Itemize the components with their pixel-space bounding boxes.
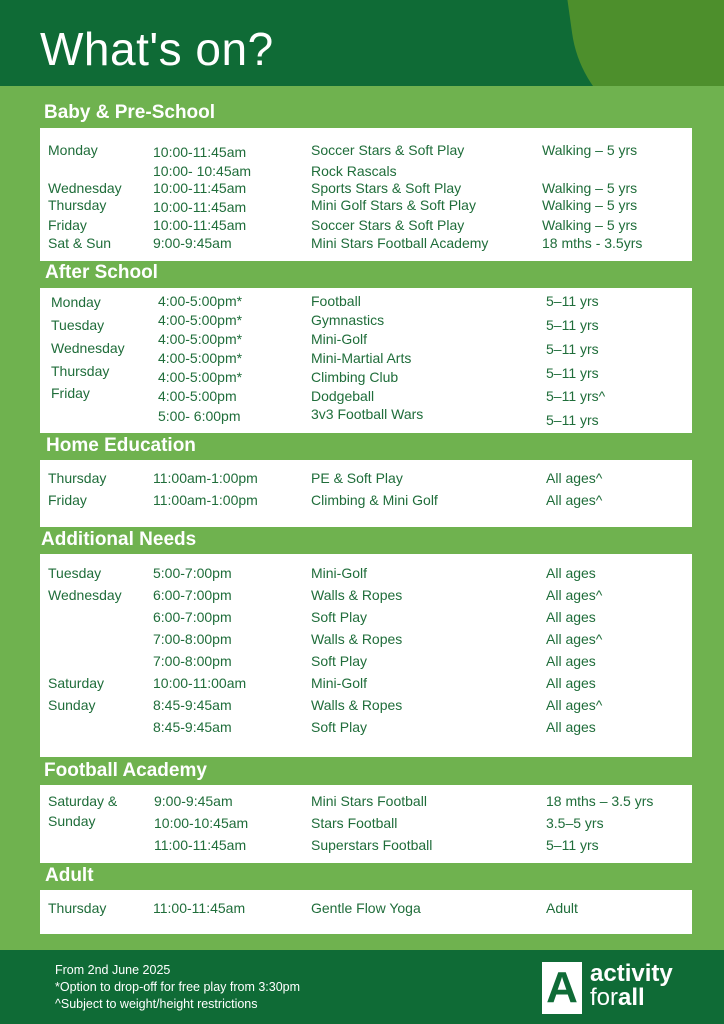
day-cell: Sunday (48, 697, 96, 713)
activity-cell: Soft Play (311, 719, 368, 735)
time-cell: 4:00-5:00pm (158, 388, 237, 404)
age-cell: All ages (546, 565, 596, 581)
logo-word-for: for (590, 984, 619, 1011)
day-cell: Tuesday (51, 317, 105, 333)
time-cell: 9:00-9:45am (154, 793, 233, 809)
table-row (40, 199, 692, 219)
activity-cell: Mini Golf Stars & Soft Play (311, 197, 476, 213)
activity-cell: Climbing & Mini Golf (311, 492, 438, 508)
activity-cell: Walls & Ropes (311, 631, 403, 647)
day-cell: Monday (48, 142, 98, 158)
time-cell: 11:00-11:45am (154, 837, 247, 853)
table-row (40, 492, 692, 512)
age-cell: Walking – 5 yrs (542, 197, 638, 213)
page-title: What's on? (40, 23, 274, 75)
section-title-additional-needs: Additional Needs (41, 529, 197, 550)
time-cell: 6:00-7:00pm (153, 609, 232, 625)
age-cell: All ages (546, 719, 596, 735)
time-cell: 5:00- 6:00pm (158, 408, 241, 424)
schedule-box-after-school (40, 288, 692, 433)
day-cell: Friday (48, 217, 87, 233)
time-cell: 7:00-8:00pm (153, 653, 232, 669)
time-cell: 4:00-5:00pm* (158, 350, 243, 366)
time-cell: 11:00am-1:00pm (153, 470, 258, 486)
table-row (40, 653, 692, 673)
table-row (40, 235, 692, 255)
logo-word-forall (590, 986, 673, 1010)
day-cell: Wednesday (48, 587, 122, 603)
day-cell: Saturday (48, 675, 105, 691)
section-title-adult: Adult (45, 865, 94, 886)
age-cell: 5–11 yrs (546, 412, 599, 428)
time-cell: 8:45-9:45am (153, 697, 232, 713)
footer-note: ^Subject to weight/height restrictions (55, 997, 258, 1011)
activity-cell: Mini-Golf (311, 331, 368, 347)
table-row (40, 900, 692, 920)
day-cell: Thursday (51, 363, 110, 379)
activity-for-all-logo (542, 960, 692, 1016)
activity-cell: Soccer Stars & Soft Play (311, 142, 465, 158)
activity-cell: PE & Soft Play (311, 470, 403, 486)
day-cell: Friday (48, 492, 87, 508)
activity-cell: Mini-Martial Arts (311, 350, 412, 366)
time-cell: 10:00-11:00am (153, 675, 247, 691)
activity-cell: Soccer Stars & Soft Play (311, 217, 465, 233)
activity-cell: Football (311, 293, 361, 309)
day-cell: Tuesday (48, 565, 102, 581)
activity-cell: Sports Stars & Soft Play (311, 180, 462, 196)
time-cell: 5:00-7:00pm (153, 565, 232, 581)
time-cell: 10:00-10:45am (154, 815, 249, 831)
section-title-baby: Baby & Pre-School (44, 102, 216, 123)
age-cell: All ages^ (546, 697, 603, 713)
table-row (40, 697, 692, 717)
time-cell: 10:00-11:45am (153, 180, 247, 196)
age-cell: Walking – 5 yrs (542, 142, 638, 158)
decorative-blob (561, 0, 724, 86)
time-cell: 4:00-5:00pm* (158, 331, 243, 347)
age-cell: 18 mths – 3.5 yrs (546, 793, 654, 809)
age-cell: 5–11 yrs (546, 837, 599, 853)
age-cell: Walking – 5 yrs (542, 217, 638, 233)
day-cell: Thursday (48, 900, 107, 916)
activity-cell: Gymnastics (311, 312, 385, 328)
time-cell: 10:00-11:45am (153, 199, 247, 215)
table-row (40, 719, 692, 739)
activity-cell: Soft Play (311, 609, 368, 625)
activity-cell: Gentle Flow Yoga (311, 900, 421, 916)
day-cell: Friday (51, 385, 90, 401)
day-cell: Thursday (48, 470, 107, 486)
age-cell: All ages^ (546, 587, 603, 603)
age-cell: 18 mths - 3.5yrs (542, 235, 643, 251)
activity-cell: Mini Stars Football (311, 793, 427, 809)
day-cell: Sunday (48, 813, 96, 829)
logo-mark-letter: A (546, 963, 578, 1012)
schedule-box-baby (40, 128, 692, 261)
section-title-football-academy: Football Academy (44, 760, 207, 781)
age-cell: All ages^ (546, 631, 603, 647)
activity-cell: Mini-Golf (311, 675, 368, 691)
schedule-box-football-academy (40, 785, 692, 863)
age-cell: 5–11 yrs (546, 317, 599, 333)
activity-cell: Stars Football (311, 815, 398, 831)
time-cell: 6:00-7:00pm (153, 587, 232, 603)
age-cell: 5–11 yrs (546, 365, 599, 381)
table-row (40, 675, 692, 695)
age-cell: All ages^ (546, 492, 603, 508)
day-cell: Saturday & (48, 793, 118, 809)
table-row (40, 470, 692, 490)
activity-cell: Walls & Ropes (311, 697, 403, 713)
age-cell: All ages^ (546, 470, 603, 486)
activity-cell: 3v3 Football Wars (311, 406, 424, 422)
section-title-after-school: After School (45, 262, 158, 283)
logo-wordmark (590, 962, 673, 1010)
table-row (40, 793, 692, 813)
activity-cell: Superstars Football (311, 837, 433, 853)
day-cell: Sat & Sun (48, 235, 112, 251)
activity-cell: Soft Play (311, 653, 368, 669)
logo-word-all: all (618, 984, 645, 1011)
footer-note: *Option to drop-off for free play from 3:30pm (55, 980, 301, 994)
age-cell: All ages (546, 653, 596, 669)
age-cell: All ages (546, 675, 596, 691)
table-row (40, 587, 692, 607)
header-bar (0, 0, 724, 86)
time-cell: 8:45-9:45am (153, 719, 232, 735)
day-cell: Thursday (48, 197, 107, 213)
time-cell: 10:00-11:45am (153, 144, 247, 160)
activity-cell: Mini Stars Football Academy (311, 235, 489, 251)
activity-cell: Mini-Golf (311, 565, 368, 581)
time-cell: 10:00-11:45am (153, 217, 247, 233)
activity-cell: Dodgeball (311, 388, 375, 404)
day-cell: Wednesday (51, 340, 125, 356)
time-cell: 11:00am-1:00pm (153, 492, 258, 508)
table-row (40, 609, 692, 629)
table-row (40, 631, 692, 651)
logo-word-activity: activity (590, 960, 673, 987)
time-cell: 4:00-5:00pm* (158, 312, 243, 328)
time-cell: 7:00-8:00pm (153, 631, 232, 647)
age-cell: Adult (546, 900, 578, 916)
day-cell: Monday (51, 294, 101, 310)
table-row (40, 837, 692, 857)
logo-mark (542, 962, 582, 1014)
time-cell: 4:00-5:00pm* (158, 293, 243, 309)
schedule-box-additional-needs (40, 554, 692, 757)
table-row (40, 144, 692, 164)
age-cell: All ages (546, 609, 596, 625)
schedule-box-home-education (40, 460, 692, 527)
activity-cell: Climbing Club (311, 369, 399, 385)
age-cell: 5–11 yrs^ (546, 388, 606, 404)
age-cell: 5–11 yrs (546, 341, 599, 357)
schedule-box-adult (40, 890, 692, 934)
activity-cell: Walls & Ropes (311, 587, 403, 603)
section-title-home-education: Home Education (46, 435, 196, 456)
age-cell: 3.5–5 yrs (546, 815, 604, 831)
table-row (40, 217, 692, 237)
age-cell: Walking – 5 yrs (542, 180, 638, 196)
time-cell: 9:00-9:45am (153, 235, 232, 251)
time-cell: 10:00- 10:45am (153, 163, 252, 179)
activity-cell: Rock Rascals (311, 163, 397, 179)
table-row (40, 815, 692, 835)
day-cell: Wednesday (48, 180, 122, 196)
footer-note: From 2nd June 2025 (55, 963, 171, 977)
time-cell: 4:00-5:00pm* (158, 369, 243, 385)
table-row (40, 565, 692, 585)
time-cell: 11:00-11:45am (153, 900, 246, 916)
age-cell: 5–11 yrs (546, 293, 599, 309)
